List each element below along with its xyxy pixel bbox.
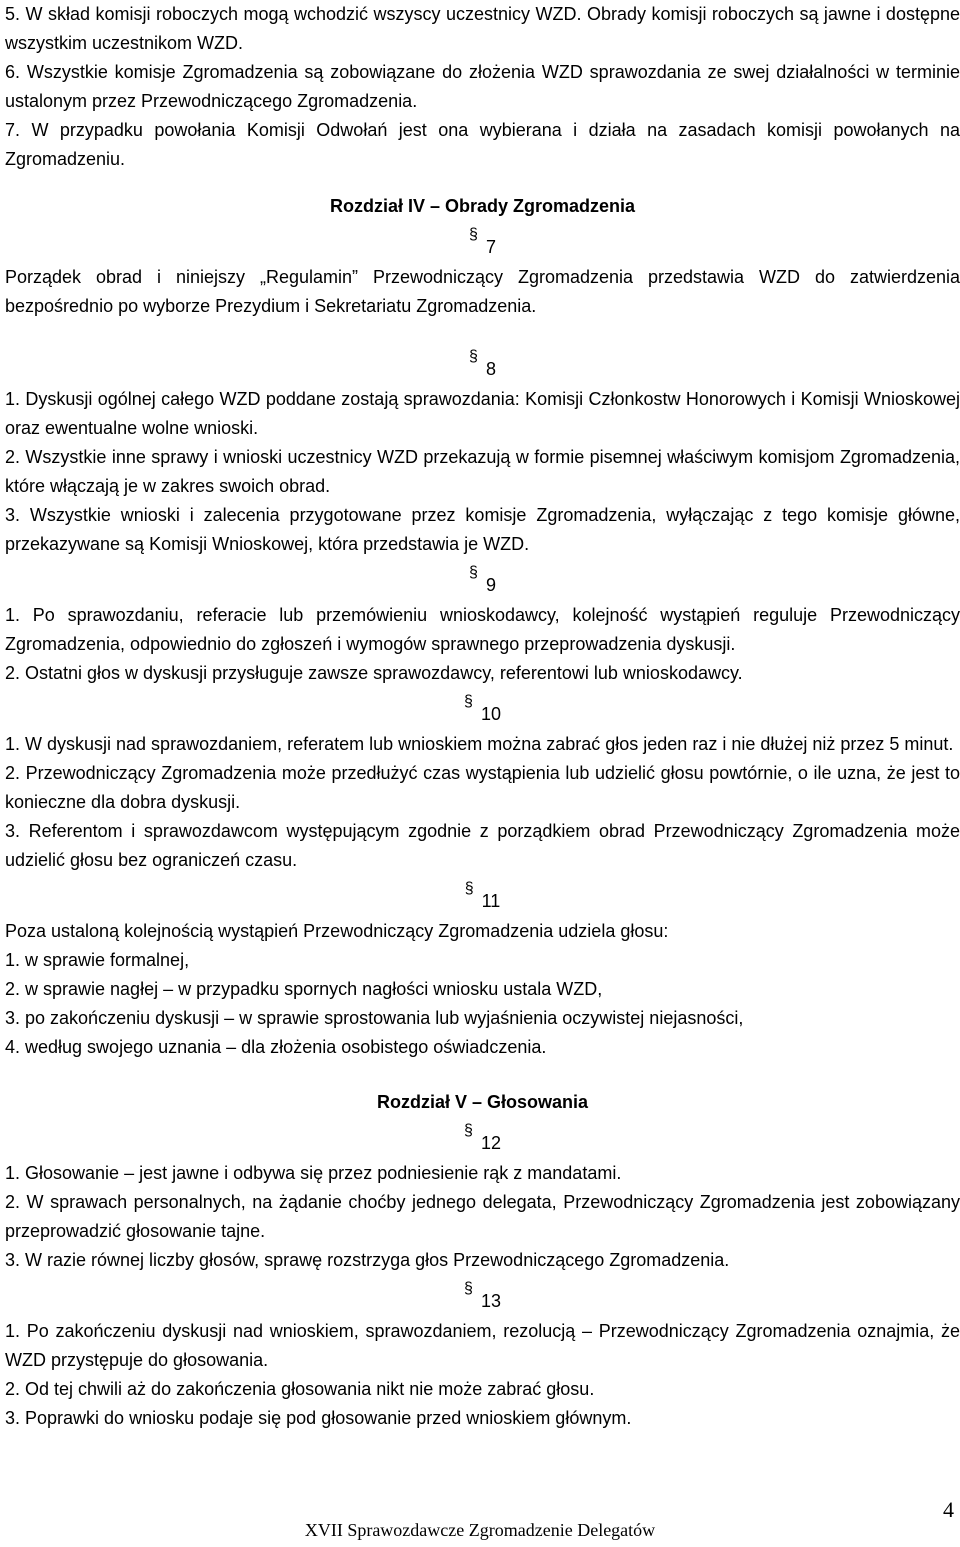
- section-number: 12: [480, 1133, 501, 1153]
- list-item: 2. Wszystkie inne sprawy i wnioski uczestnicy WZD przekazują w formie pisemnej właściwym komisjom Zgromadzenia, które włączają je w zakres swoich obrad.: [5, 447, 960, 496]
- section-11-heading: [5, 880, 960, 917]
- list-item: 2. w sprawie nagłej – w przypadku spornych nagłości wniosku ustala WZD,: [5, 979, 603, 999]
- section-number: 8: [485, 359, 496, 379]
- list-item: 1. Po sprawozdaniu, referacie lub przemówieniu wnioskodawcy, kolejność wystąpień reguluje Przewodniczący Zgromadzenia, odpowiednio do zgłoszeń i wymogów sprawnego przeprowadzenia dyskusji.: [5, 605, 960, 654]
- paragraph-5: 5. W skład komisji roboczych mogą wchodzić wszyscy uczestnicy WZD. Obrady komisji roboczych są jawne i dostępne wszystkim uczestnikom WZD.: [5, 4, 960, 53]
- section-sign: §: [464, 1122, 473, 1139]
- section-10-heading: [5, 693, 960, 730]
- section-sign: §: [464, 693, 473, 710]
- section-number: 11: [481, 891, 501, 911]
- paragraph-6: 6. Wszystkie komisje Zgromadzenia są zobowiązane do złożenia WZD sprawozdania ze swej działalności w terminie ustalonym przez Przewodniczącego Zgromadzenia.: [5, 62, 960, 111]
- section-sign: §: [464, 880, 474, 897]
- section-number: 13: [480, 1291, 501, 1311]
- document-page: [5, 0, 960, 1433]
- chapter-5-heading: Rozdział V – Głosowania: [376, 1092, 589, 1112]
- list-item: 2. W sprawach personalnych, na żądanie choćby jednego delegata, Przewodniczący Zgromadzenia jest zobowiązany przeprowadzić głosowanie tajne.: [5, 1192, 960, 1241]
- list-item: 3. W razie równej liczby głosów, sprawę rozstrzyga głos Przewodniczącego Zgromadzenia.: [5, 1250, 730, 1270]
- section-number: 9: [485, 575, 496, 595]
- section-12-heading: [5, 1122, 960, 1159]
- section-sign: §: [469, 564, 478, 581]
- chapter-4-heading: Rozdział IV – Obrady Zgromadzenia: [329, 196, 636, 216]
- section-13-heading: [5, 1280, 960, 1317]
- section-number: 7: [485, 237, 496, 257]
- list-item: 2. Od tej chwili aż do zakończenia głosowania nikt nie może zabrać głosu.: [5, 1379, 595, 1399]
- page-footer: XVII Sprawozdawcze Zgromadzenie Delegatów: [304, 1520, 656, 1540]
- list-item: 4. według swojego uznania – dla złożenia osobistego oświadczenia.: [5, 1037, 547, 1057]
- list-item: 2. Ostatni głos w dyskusji przysługuje zawsze sprawozdawcy, referentowi lub wnioskodawcy.: [5, 663, 743, 683]
- list-item: 1. W dyskusji nad sprawozdaniem, referatem lub wnioskiem można zabrać głos jeden raz i nie dłużej niż przez 5 minut.: [5, 734, 954, 754]
- section-11-intro: Poza ustaloną kolejnością wystąpień Przewodniczący Zgromadzenia udziela głosu:: [5, 921, 669, 941]
- list-item: 1. Głosowanie – jest jawne i odbywa się przez podniesienie rąk z mandatami.: [5, 1163, 622, 1183]
- list-item: 2. Przewodniczący Zgromadzenia może przedłużyć czas wystąpienia lub udzielić głosu powtórnie, o ile uzna, że jest to konieczne dla dobra dyskusji.: [5, 763, 960, 812]
- list-item: 1. Dyskusji ogólnej całego WZD poddane zostają sprawozdania: Komisji Członkostw Honorowych i Komisji Wnioskowej oraz ewentualne wolne wnioski.: [5, 389, 960, 438]
- list-item: 3. po zakończeniu dyskusji – w sprawie sprostowania lub wyjaśnienia oczywistej niejasności,: [5, 1008, 744, 1028]
- section-8-heading: [5, 348, 960, 385]
- section-7-heading: [5, 226, 960, 263]
- paragraph-7: 7. W przypadku powołania Komisji Odwołań jest ona wybierana i działa na zasadach komisji powołanych na Zgromadzeniu.: [5, 120, 960, 169]
- section-7-text: Porządek obrad i niniejszy „Regulamin” Przewodniczący Zgromadzenia przedstawia WZD do zatwierdzenia bezpośrednio po wyborze Prezydium i Sekretariatu Zgromadzenia.: [5, 267, 960, 316]
- list-item: 1. w sprawie formalnej,: [5, 950, 190, 970]
- page-number: 4: [943, 1497, 954, 1522]
- section-9-heading: [5, 564, 960, 601]
- list-item: 3. Poprawki do wniosku podaje się pod głosowanie przed wnioskiem głównym.: [5, 1408, 632, 1428]
- section-sign: §: [469, 226, 478, 243]
- section-sign: §: [469, 348, 478, 365]
- section-sign: §: [464, 1280, 473, 1297]
- list-item: 3. Wszystkie wnioski i zalecenia przygotowane przez komisje Zgromadzenia, wyłączając z tego komisje główne, przekazywane są Komisji Wnioskowej, która przedstawia je WZD.: [5, 505, 960, 554]
- list-item: 1. Po zakończeniu dyskusji nad wnioskiem, sprawozdaniem, rezolucją – Przewodniczący Zgromadzenia oznajmia, że WZD przystępuje do głosowania.: [5, 1321, 960, 1370]
- section-number: 10: [480, 704, 501, 724]
- list-item: 3. Referentom i sprawozdawcom występującym zgodnie z porządkiem obrad Przewodniczący Zgromadzenia może udzielić głosu bez ograniczeń czasu.: [5, 821, 960, 870]
